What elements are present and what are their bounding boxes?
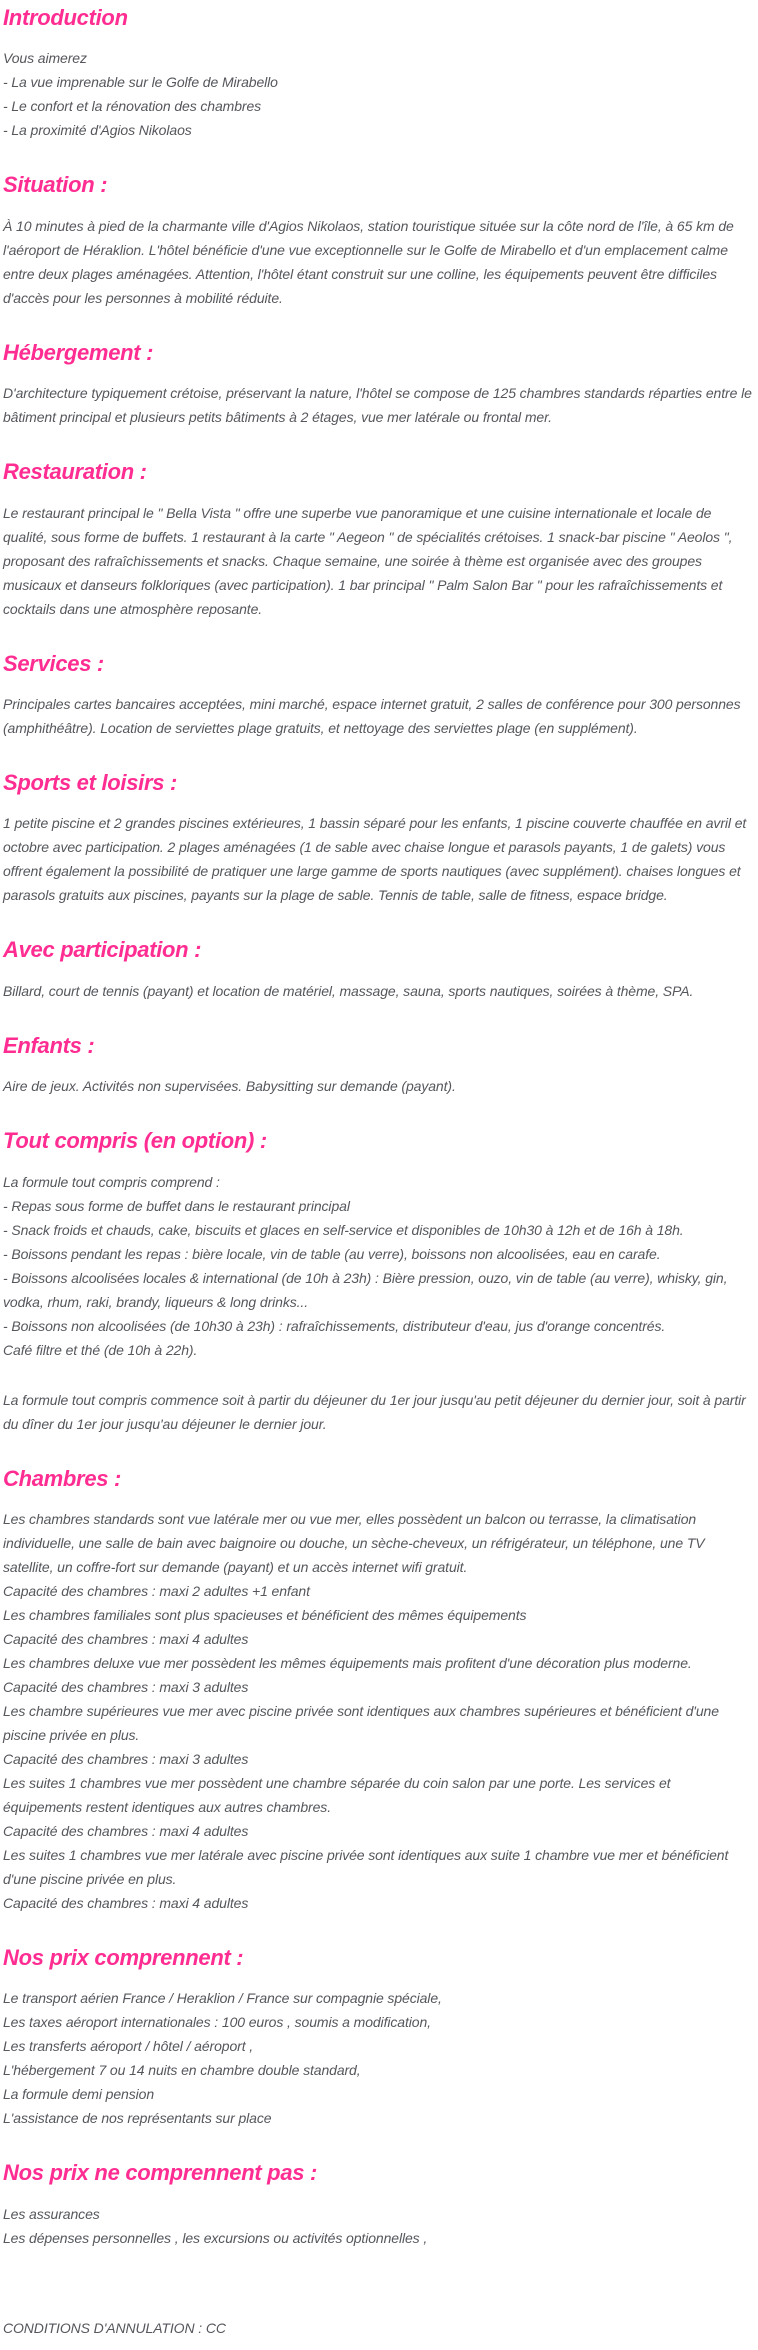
room-capacity: Capacité des chambres : maxi 2 adultes +1 enfant [3, 1582, 310, 1599]
room-capacity: Capacité des chambres : maxi 4 adultes [3, 1822, 249, 1839]
section-heading-services: Services : [3, 650, 104, 676]
intro-bullet: - La vue imprenable sur le Golfe de Mirabello [3, 74, 278, 91]
room-description: Les suites 1 chambres vue mer possèdent une chambre séparée du coin salon par une porte. Les services et équipements restent identiques aux autres chambres. [3, 1774, 671, 1815]
section-restauration [3, 459, 752, 620]
section-heading-chambres: Chambres : [3, 1465, 122, 1491]
room-capacity: Capacité des chambres : maxi 4 adultes [3, 1894, 249, 1911]
section-heading-introduction: Introduction [3, 5, 128, 30]
list-item: - Snack froids et chauds, cake, biscuits et glaces en self-service et disponibles de 10h30 à 12h et de 16h à 18h. [3, 1221, 684, 1238]
paragraph: La formule tout compris commence soit à partir du déjeuner du 1er jour jusqu'au petit déjeuner du dernier jour, soit à partir du dîner du 1er jour jusqu'au déjeuner le dernier jour. [3, 1391, 746, 1432]
list-item: - Boissons alcoolisées locales & international (de 10h à 23h) : Bière pression, ouzo, vin de table (au verre), whisky, gin, vodka, rhum, raki, brandy, liqueurs & long drinks... [3, 1269, 728, 1310]
price-include-item: Le transport aérien France / Heraklion / France sur compagnie spéciale, [3, 1990, 442, 2007]
section-heading-situation: Situation : [3, 172, 108, 198]
section-sports-et-loisirs [3, 770, 752, 907]
price-include-item: Les taxes aéroport internationales : 100 euros , soumis a modification, [3, 2014, 431, 2031]
price-include-item: L'hébergement 7 ou 14 nuits en chambre double standard, [3, 2062, 361, 2079]
section-heading-sports-et-loisirs: Sports et loisirs : [3, 769, 178, 795]
section-tout-compris [3, 1128, 752, 1435]
room-capacity: Capacité des chambres : maxi 3 adultes [3, 1678, 249, 1695]
section-heading-restauration: Restauration : [3, 459, 147, 485]
room-capacity: Capacité des chambres : maxi 4 adultes [3, 1630, 249, 1647]
intro-bullet: - Le confort et la rénovation des chambres [3, 98, 262, 115]
section-prix-comprennent [3, 1945, 752, 2130]
section-heading-hebergement: Hébergement : [3, 339, 154, 365]
section-avec-participation [3, 937, 752, 1002]
price-include-item: L'assistance de nos représentants sur place [3, 2110, 272, 2127]
paragraph: À 10 minutes à pied de la charmante ville d'Agios Nikolaos, station touristique située sur la côte nord de l'île, à 65 km de l'aéroport de Héraklion. L'hôtel bénéficie d'une vue exceptionnelle sur le Golfe de Mirabello et d'un emplacement calme entre deux plages aménagées. Attention, l'hôtel étant construit sur une colline, les équipements peuvent être difficiles d'accès pour les personnes à mobilité réduite. [3, 217, 734, 306]
room-description: Les chambres familiales sont plus spacieuses et bénéficient des mêmes équipements [3, 1606, 527, 1623]
room-description: Les chambres standards sont vue latérale mer ou vue mer, elles possèdent un balcon ou terrasse, la climatisation individuelle, une salle de bain avec baignoire ou douche, un sèche-cheveux, un réfrigérateur, un téléphone, une TV satellite, un coffre-fort sur demande (payant) et un accès internet wifi gratuit. [3, 1510, 705, 1575]
paragraph: La formule tout compris comprend : [3, 1173, 220, 1190]
cancellation-conditions: CONDITIONS D'ANNULATION : CC [3, 2319, 226, 2336]
section-enfants [3, 1033, 752, 1098]
price-include-item: Les transferts aéroport / hôtel / aéroport , [3, 2038, 254, 2055]
section-heading-prix-comprennent: Nos prix comprennent : [3, 1944, 244, 1970]
section-chambres [3, 1466, 752, 1915]
section-hebergement [3, 340, 752, 429]
paragraph: Principales cartes bancaires acceptées, mini marché, espace internet gratuit, 2 salles de conférence pour 300 personnes (amphithéâtre). Location de serviettes plage gratuits, et nettoyage des serviettes plage (en supplément). [3, 695, 741, 736]
room-capacity: Capacité des chambres : maxi 3 adultes [3, 1750, 249, 1767]
room-description: Les suites 1 chambres vue mer latérale avec piscine privée sont identiques aux suite 1 chambre vue mer et bénéficient d'une piscine privée en plus. [3, 1846, 729, 1887]
room-description: Les chambres deluxe vue mer possèdent les mêmes équipements mais profitent d'une décoration plus moderne. [3, 1654, 692, 1671]
intro-bullet: - La proximité d'Agios Nikolaos [3, 122, 192, 139]
paragraph: Le restaurant principal le " Bella Vista " offre une superbe vue panoramique et une cuisine internationale et locale de qualité, sous forme de buffets. 1 restaurant à la carte " Aegeon " de spécialités crétoises. 1 snack-bar piscine " Aeolos ", proposant des rafraîchissements et snacks. Chaque semaine, une soirée à thème est organisée avec des groupes musicaux et danseurs folkloriques (avec participation). 1 bar principal " Palm Salon Bar " pour les rafraîchissements et cocktails dans une atmosphère reposante. [3, 504, 733, 617]
price-include-item: La formule demi pension [3, 2086, 155, 2103]
section-heading-tout-compris: Tout compris (en option) : [3, 1128, 267, 1154]
section-situation [3, 172, 752, 309]
section-heading-enfants: Enfants : [3, 1032, 95, 1058]
section-heading-prix-ne-comprennent-pas: Nos prix ne comprennent pas : [3, 2160, 318, 2186]
list-item: - Repas sous forme de buffet dans le restaurant principal [3, 1197, 350, 1214]
section-heading-avec-participation: Avec participation : [3, 937, 202, 963]
paragraph: Aire de jeux. Activités non supervisées. Babysitting sur demande (payant). [3, 1078, 456, 1095]
price-exclude-item: Les assurances [3, 2205, 100, 2222]
room-description: Les chambre supérieures vue mer avec piscine privée sont identiques aux chambres supérieures et bénéficient d'une piscine privée en plus. [3, 1702, 719, 1743]
paragraph: Billard, court de tennis (payant) et location de matériel, massage, sauna, sports nautiques, soirées à thème, SPA. [3, 982, 694, 999]
intro-tagline: Vous aimerez [3, 50, 87, 67]
section-introduction [3, 5, 752, 142]
section-prix-ne-comprennent-pas [3, 2160, 752, 2249]
paragraph: D'architecture typiquement crétoise, préservant la nature, l'hôtel se compose de 125 chambres standards réparties entre le bâtiment principal et plusieurs petits bâtiments à 2 étages, vue mer latérale ou frontal mer. [3, 385, 752, 426]
section-services [3, 651, 752, 740]
list-item: - Boissons non alcoolisées (de 10h30 à 23h) : rafraîchissements, distributeur d'eau, jus d'orange concentrés. [3, 1317, 666, 1334]
price-exclude-item: Les dépenses personnelles , les excursions ou activités optionnelles , [3, 2229, 428, 2246]
paragraph: Café filtre et thé (de 10h à 22h). [3, 1341, 198, 1358]
list-item: - Boissons pendant les repas : bière locale, vin de table (au verre), boissons non alcoolisées, eau en carafe. [3, 1245, 661, 1262]
paragraph: 1 petite piscine et 2 grandes piscines extérieures, 1 bassin séparé pour les enfants, 1 piscine couverte chauffée en avril et octobre avec participation. 2 plages aménagées (1 de sable avec chaise longue et parasols payants, 1 de galets) vous offrent également la possibilité de pratiquer une large gamme de sports nautiques (avec supplément). chaises longues et parasols gratuits aux piscines, payants sur la plage de sable. Tennis de table, salle de fitness, espace bridge. [3, 815, 747, 904]
